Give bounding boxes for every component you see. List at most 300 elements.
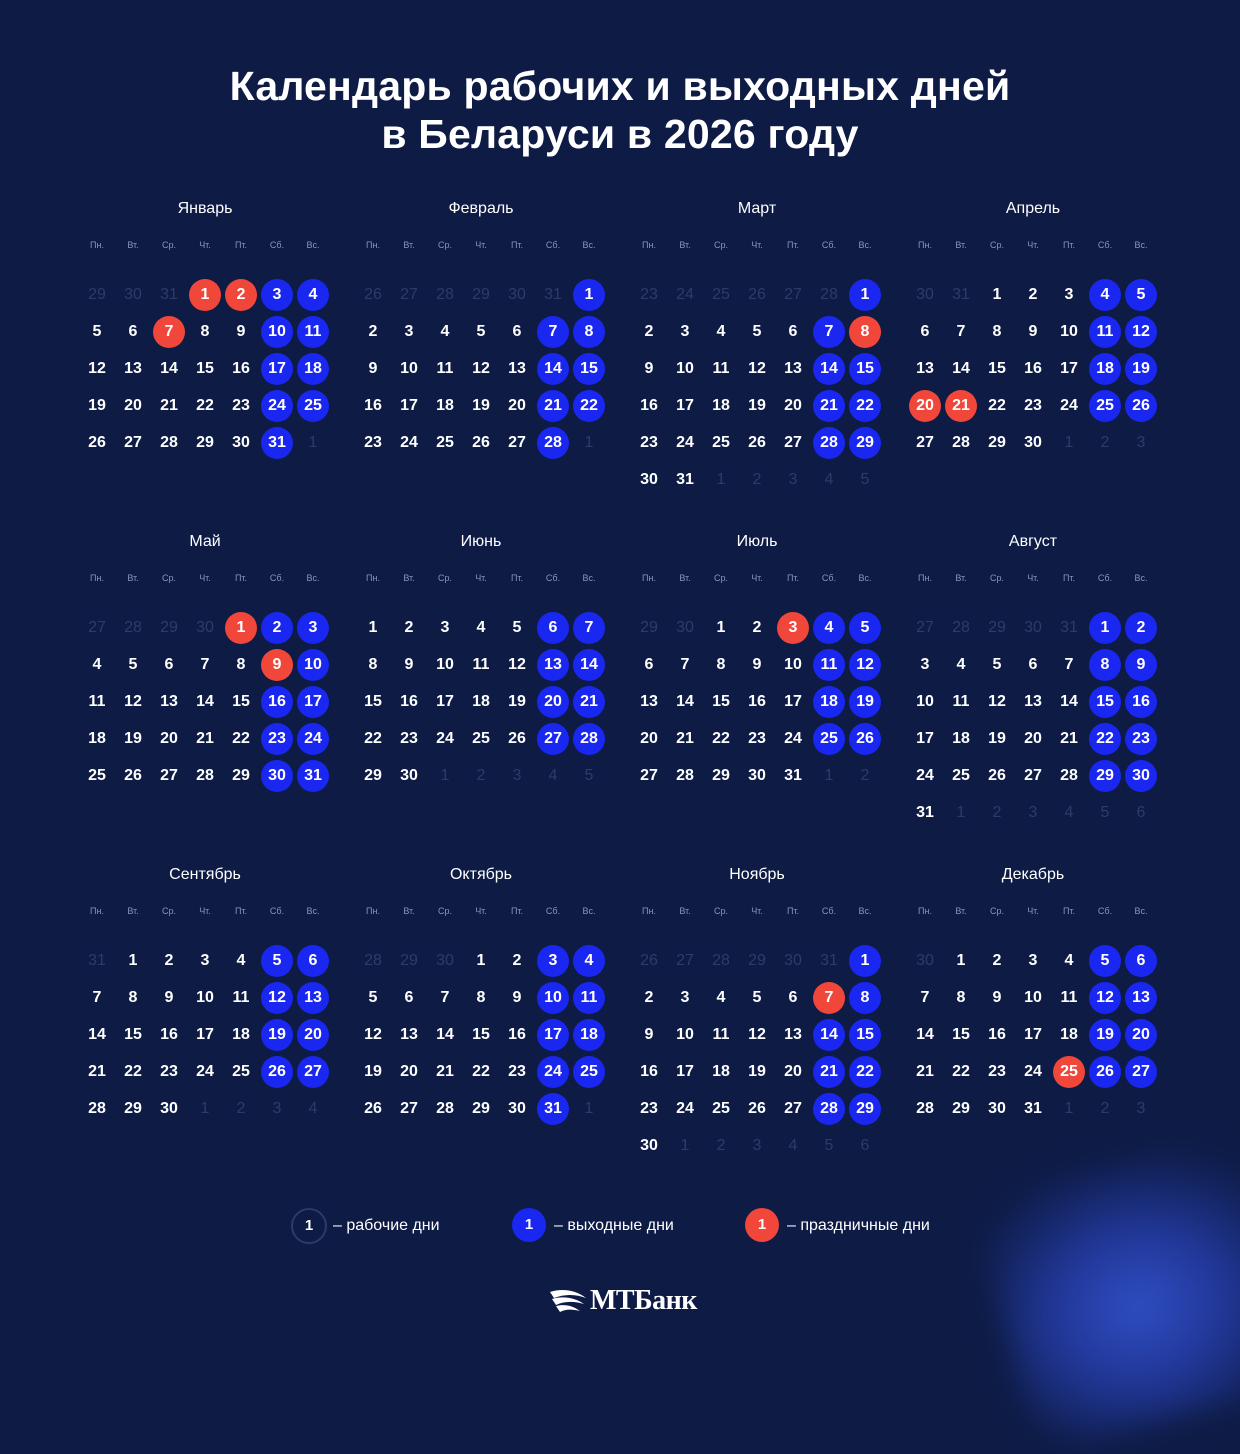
day-cell: 14 <box>916 1026 934 1043</box>
day-cell: 19 <box>88 397 106 414</box>
day-cell: 28 <box>160 434 178 451</box>
weekday-header: Пт. <box>234 906 248 916</box>
day-cell: 16 <box>640 397 658 414</box>
day-cell-adjacent-month: 29 <box>640 619 658 636</box>
day-cell: 10 <box>676 360 694 377</box>
day-cell: 12 <box>472 360 490 377</box>
weekday-header: Пн. <box>918 906 932 916</box>
day-cell: 13 <box>508 360 526 377</box>
day-cell: 24 <box>676 434 694 451</box>
day-cell: 23 <box>1125 723 1157 755</box>
day-cell: 5 <box>992 656 1002 673</box>
day-cell: 18 <box>297 353 329 385</box>
day-cell: 3 <box>920 656 930 673</box>
weekday-header: Пт. <box>510 240 524 250</box>
day-cell: 14 <box>952 360 970 377</box>
day-cell: 28 <box>813 1093 845 1125</box>
day-cell: 13 <box>124 360 142 377</box>
day-cell: 4 <box>716 323 726 340</box>
day-cell-adjacent-month: 30 <box>196 619 214 636</box>
weekday-header: Ср. <box>161 906 176 916</box>
day-cell: 11 <box>813 649 845 681</box>
mtbank-logo-text: МТБанк <box>590 1285 697 1316</box>
day-cell: 11 <box>952 693 970 710</box>
day-cell: 10 <box>400 360 418 377</box>
weekday-header: Пт. <box>510 573 524 583</box>
day-cell: 1 <box>1089 612 1121 644</box>
day-cell: 26 <box>748 434 766 451</box>
day-cell: 9 <box>261 649 293 681</box>
day-cell: 19 <box>261 1019 293 1051</box>
day-cell-adjacent-month: 3 <box>512 767 522 784</box>
day-cell-adjacent-month: 1 <box>584 1100 594 1117</box>
day-cell: 3 <box>680 323 690 340</box>
weekday-header: Сб. <box>1097 573 1113 583</box>
day-cell: 24 <box>297 723 329 755</box>
day-cell: 26 <box>364 1100 382 1117</box>
day-cell: 7 <box>440 989 450 1006</box>
day-cell: 9 <box>1028 323 1038 340</box>
weekday-header: Чт. <box>475 573 487 583</box>
month-name: Октябрь <box>449 866 512 883</box>
day-cell: 17 <box>676 1063 694 1080</box>
day-cell: 16 <box>364 397 382 414</box>
weekday-header: Пт. <box>786 906 800 916</box>
day-cell: 25 <box>297 390 329 422</box>
day-cell: 20 <box>508 397 526 414</box>
day-cell-adjacent-month: 27 <box>676 952 694 969</box>
day-cell: 11 <box>573 982 605 1014</box>
day-cell: 10 <box>537 982 569 1014</box>
day-cell: 26 <box>1125 390 1157 422</box>
day-cell: 21 <box>573 686 605 718</box>
day-cell: 13 <box>916 360 934 377</box>
day-cell-adjacent-month: 28 <box>952 619 970 636</box>
day-cell: 27 <box>537 723 569 755</box>
page-title-line-1: Календарь рабочих и выходных дней <box>229 63 1011 109</box>
day-cell: 12 <box>88 360 106 377</box>
weekday-header: Ср. <box>989 240 1004 250</box>
day-cell: 19 <box>988 730 1006 747</box>
day-cell: 11 <box>1089 316 1121 348</box>
day-cell: 6 <box>128 323 138 340</box>
day-cell-adjacent-month: 4 <box>1064 804 1074 821</box>
day-cell: 17 <box>196 1026 214 1043</box>
day-cell: 29 <box>472 1100 490 1117</box>
day-cell: 7 <box>92 989 102 1006</box>
day-cell-adjacent-month: 31 <box>952 286 970 303</box>
day-cell: 8 <box>200 323 210 340</box>
day-cell: 10 <box>261 316 293 348</box>
day-cell: 25 <box>1053 1056 1085 1088</box>
weekday-header: Ср. <box>713 906 728 916</box>
day-cell: 7 <box>573 612 605 644</box>
day-cell: 13 <box>784 360 802 377</box>
day-cell: 8 <box>573 316 605 348</box>
day-cell: 29 <box>364 767 382 784</box>
day-cell: 4 <box>236 952 246 969</box>
day-cell: 21 <box>196 730 214 747</box>
day-cell: 30 <box>232 434 250 451</box>
weekday-header: Вс. <box>582 906 596 916</box>
day-cell: 22 <box>849 390 881 422</box>
day-cell: 3 <box>1064 286 1074 303</box>
day-cell: 9 <box>404 656 414 673</box>
day-cell: 26 <box>1089 1056 1121 1088</box>
weekday-header: Пн. <box>642 906 656 916</box>
day-cell: 30 <box>640 471 658 488</box>
day-cell: 23 <box>508 1063 526 1080</box>
day-cell: 28 <box>537 427 569 459</box>
weekday-header: Чт. <box>475 240 487 250</box>
day-cell-adjacent-month: 23 <box>640 286 658 303</box>
day-cell: 21 <box>160 397 178 414</box>
day-cell: 18 <box>88 730 106 747</box>
day-cell: 25 <box>436 434 454 451</box>
day-cell: 30 <box>1125 760 1157 792</box>
month-name: Январь <box>177 200 233 217</box>
weekday-header: Пт. <box>786 573 800 583</box>
day-cell: 18 <box>813 686 845 718</box>
day-cell: 19 <box>472 397 490 414</box>
day-cell: 14 <box>813 1019 845 1051</box>
weekday-header: Сб. <box>269 240 285 250</box>
day-cell: 27 <box>1125 1056 1157 1088</box>
day-cell: 16 <box>160 1026 178 1043</box>
day-cell-adjacent-month: 28 <box>712 952 730 969</box>
day-cell: 27 <box>916 434 934 451</box>
weekday-header: Вс. <box>1134 906 1148 916</box>
weekday-header: Ср. <box>437 906 452 916</box>
day-cell: 6 <box>512 323 522 340</box>
day-cell: 13 <box>537 649 569 681</box>
day-cell: 7 <box>200 656 210 673</box>
day-cell: 26 <box>988 767 1006 784</box>
weekday-header: Ср. <box>989 573 1004 583</box>
weekday-header: Сб. <box>821 906 837 916</box>
weekday-header: Пн. <box>366 906 380 916</box>
day-cell: 20 <box>909 390 941 422</box>
day-cell: 24 <box>436 730 454 747</box>
day-cell: 1 <box>225 612 257 644</box>
day-cell: 12 <box>364 1026 382 1043</box>
day-cell: 25 <box>1089 390 1121 422</box>
weekday-header: Вс. <box>858 573 872 583</box>
day-cell: 18 <box>232 1026 250 1043</box>
day-cell: 24 <box>1024 1063 1042 1080</box>
day-cell: 1 <box>573 279 605 311</box>
weekday-header: Ср. <box>161 573 176 583</box>
day-cell-adjacent-month: 30 <box>124 286 142 303</box>
day-cell: 12 <box>1125 316 1157 348</box>
day-cell: 7 <box>153 316 185 348</box>
day-cell: 20 <box>784 397 802 414</box>
day-cell: 23 <box>640 434 658 451</box>
day-cell: 25 <box>813 723 845 755</box>
day-cell-adjacent-month: 1 <box>1064 434 1074 451</box>
day-cell: 28 <box>573 723 605 755</box>
day-cell: 10 <box>916 693 934 710</box>
weekday-header: Чт. <box>1027 906 1039 916</box>
day-cell: 16 <box>400 693 418 710</box>
month-name: Июль <box>736 533 778 550</box>
weekday-header: Пн. <box>642 240 656 250</box>
day-cell: 3 <box>777 612 809 644</box>
day-cell: 1 <box>956 952 966 969</box>
day-cell-adjacent-month: 27 <box>88 619 106 636</box>
day-cell-adjacent-month: 1 <box>308 434 318 451</box>
day-cell-adjacent-month: 28 <box>124 619 142 636</box>
day-cell: 7 <box>537 316 569 348</box>
day-cell: 26 <box>748 1100 766 1117</box>
day-cell-adjacent-month: 2 <box>860 767 870 784</box>
day-cell: 22 <box>712 730 730 747</box>
day-cell: 11 <box>712 360 730 377</box>
day-cell: 15 <box>196 360 214 377</box>
day-cell: 18 <box>573 1019 605 1051</box>
day-cell: 17 <box>1024 1026 1042 1043</box>
day-cell: 24 <box>537 1056 569 1088</box>
day-cell: 5 <box>476 323 486 340</box>
day-cell: 29 <box>952 1100 970 1117</box>
day-cell: 2 <box>1028 286 1038 303</box>
day-cell: 18 <box>472 693 490 710</box>
day-cell-adjacent-month: 30 <box>676 619 694 636</box>
day-cell: 15 <box>849 353 881 385</box>
weekday-header: Пн. <box>366 240 380 250</box>
day-cell: 2 <box>261 612 293 644</box>
day-cell: 6 <box>644 656 654 673</box>
day-cell: 27 <box>124 434 142 451</box>
day-cell: 1 <box>128 952 138 969</box>
day-cell: 12 <box>849 649 881 681</box>
day-cell: 17 <box>784 693 802 710</box>
day-cell: 31 <box>297 760 329 792</box>
weekday-header: Вс. <box>582 240 596 250</box>
day-cell-adjacent-month: 30 <box>784 952 802 969</box>
day-cell: 8 <box>849 316 881 348</box>
day-cell-adjacent-month: 26 <box>640 952 658 969</box>
day-cell: 10 <box>1060 323 1078 340</box>
day-cell: 22 <box>196 397 214 414</box>
day-cell: 17 <box>537 1019 569 1051</box>
day-cell: 29 <box>232 767 250 784</box>
day-cell: 26 <box>124 767 142 784</box>
weekday-header: Вс. <box>1134 240 1148 250</box>
day-cell: 17 <box>676 397 694 414</box>
day-cell: 25 <box>712 1100 730 1117</box>
day-cell: 17 <box>436 693 454 710</box>
day-cell: 26 <box>472 434 490 451</box>
day-cell: 16 <box>988 1026 1006 1043</box>
day-cell-adjacent-month: 1 <box>1064 1100 1074 1117</box>
day-cell-adjacent-month: 28 <box>364 952 382 969</box>
weekday-header: Сб. <box>1097 240 1113 250</box>
day-cell: 14 <box>537 353 569 385</box>
day-cell: 3 <box>1028 952 1038 969</box>
day-cell: 31 <box>1024 1100 1042 1117</box>
month-name: Март <box>737 200 777 217</box>
day-cell: 2 <box>1125 612 1157 644</box>
weekday-header: Вт. <box>955 573 967 583</box>
day-cell-adjacent-month: 27 <box>400 286 418 303</box>
day-cell: 23 <box>232 397 250 414</box>
day-cell: 3 <box>404 323 414 340</box>
weekday-header: Пн. <box>90 573 104 583</box>
weekday-header: Чт. <box>475 906 487 916</box>
day-cell-adjacent-month: 31 <box>1060 619 1078 636</box>
day-cell: 5 <box>368 989 378 1006</box>
day-cell-adjacent-month: 5 <box>584 767 594 784</box>
day-cell: 26 <box>88 434 106 451</box>
day-cell: 31 <box>261 427 293 459</box>
day-cell-adjacent-month: 4 <box>308 1100 318 1117</box>
day-cell: 15 <box>1089 686 1121 718</box>
day-cell: 13 <box>160 693 178 710</box>
day-cell: 10 <box>676 1026 694 1043</box>
day-cell: 12 <box>261 982 293 1014</box>
day-cell: 1 <box>716 619 726 636</box>
day-cell: 5 <box>92 323 102 340</box>
day-cell: 20 <box>640 730 658 747</box>
day-cell: 10 <box>1024 989 1042 1006</box>
day-cell-adjacent-month: 31 <box>544 286 562 303</box>
day-cell: 14 <box>160 360 178 377</box>
day-cell-adjacent-month: 30 <box>1024 619 1042 636</box>
day-cell-adjacent-month: 29 <box>160 619 178 636</box>
day-cell: 27 <box>297 1056 329 1088</box>
day-cell-adjacent-month: 4 <box>824 471 834 488</box>
weekday-header: Пн. <box>918 573 932 583</box>
weekday-header: Вт. <box>955 240 967 250</box>
day-cell: 8 <box>716 656 726 673</box>
day-cell: 28 <box>436 1100 454 1117</box>
day-cell: 8 <box>236 656 246 673</box>
day-cell: 19 <box>1125 353 1157 385</box>
day-cell: 21 <box>436 1063 454 1080</box>
day-cell: 17 <box>261 353 293 385</box>
day-cell: 23 <box>988 1063 1006 1080</box>
day-cell: 7 <box>920 989 930 1006</box>
day-cell: 5 <box>1125 279 1157 311</box>
day-cell-adjacent-month: 31 <box>820 952 838 969</box>
day-cell: 18 <box>712 397 730 414</box>
day-cell-adjacent-month: 31 <box>88 952 106 969</box>
day-cell: 31 <box>537 1093 569 1125</box>
day-cell: 8 <box>368 656 378 673</box>
day-cell-adjacent-month: 1 <box>440 767 450 784</box>
day-cell-adjacent-month: 3 <box>788 471 798 488</box>
day-cell: 30 <box>400 767 418 784</box>
day-cell: 6 <box>1125 945 1157 977</box>
day-cell-adjacent-month: 1 <box>824 767 834 784</box>
day-cell: 24 <box>400 434 418 451</box>
weekday-header: Чт. <box>199 906 211 916</box>
day-cell: 14 <box>196 693 214 710</box>
day-cell-adjacent-month: 3 <box>1028 804 1038 821</box>
day-cell: 13 <box>297 982 329 1014</box>
day-cell: 10 <box>784 656 802 673</box>
day-cell: 22 <box>849 1056 881 1088</box>
day-cell: 22 <box>232 730 250 747</box>
weekday-header: Вс. <box>582 573 596 583</box>
weekday-header: Ср. <box>713 573 728 583</box>
day-cell-adjacent-month: 2 <box>716 1137 726 1154</box>
day-cell-adjacent-month: 30 <box>508 286 526 303</box>
day-cell: 29 <box>849 427 881 459</box>
day-cell: 18 <box>1060 1026 1078 1043</box>
day-cell: 2 <box>404 619 414 636</box>
day-cell: 18 <box>436 397 454 414</box>
day-cell: 21 <box>813 390 845 422</box>
legend-holiday-label: – праздничные дни <box>787 1217 930 1234</box>
day-cell: 12 <box>748 1026 766 1043</box>
day-cell: 12 <box>988 693 1006 710</box>
weekday-header: Вс. <box>306 906 320 916</box>
page-title-line-2: в Беларуси в 2026 году <box>381 111 859 157</box>
day-cell: 1 <box>849 279 881 311</box>
day-cell: 1 <box>476 952 486 969</box>
day-cell: 26 <box>849 723 881 755</box>
day-cell: 5 <box>128 656 138 673</box>
day-cell: 30 <box>261 760 293 792</box>
weekday-header: Сб. <box>545 573 561 583</box>
day-cell: 13 <box>1024 693 1042 710</box>
day-cell: 5 <box>752 323 762 340</box>
day-cell: 19 <box>748 397 766 414</box>
legend-work-label: – рабочие дни <box>333 1217 440 1234</box>
day-cell: 4 <box>1064 952 1074 969</box>
weekday-header: Сб. <box>269 906 285 916</box>
day-cell-adjacent-month: 2 <box>992 804 1002 821</box>
weekday-header: Пн. <box>918 240 932 250</box>
mtbank-wing-logo-icon <box>548 1284 588 1318</box>
weekday-header: Чт. <box>199 573 211 583</box>
weekday-header: Пт. <box>1062 240 1076 250</box>
day-cell: 19 <box>849 686 881 718</box>
weekday-header: Пт. <box>1062 906 1076 916</box>
day-cell: 4 <box>573 945 605 977</box>
day-cell-adjacent-month: 5 <box>860 471 870 488</box>
day-cell: 3 <box>680 989 690 1006</box>
weekday-header: Ср. <box>161 240 176 250</box>
day-cell: 14 <box>88 1026 106 1043</box>
month-name: Июнь <box>460 533 502 550</box>
day-cell: 2 <box>225 279 257 311</box>
day-cell: 4 <box>476 619 486 636</box>
day-cell: 5 <box>512 619 522 636</box>
day-cell: 11 <box>297 316 329 348</box>
day-cell: 14 <box>813 353 845 385</box>
day-cell: 14 <box>676 693 694 710</box>
weekday-header: Вс. <box>1134 573 1148 583</box>
day-cell: 24 <box>1060 397 1078 414</box>
day-cell: 29 <box>988 434 1006 451</box>
day-cell: 20 <box>537 686 569 718</box>
month-name: Ноябрь <box>729 866 785 883</box>
day-cell: 28 <box>1060 767 1078 784</box>
decorative-glow <box>971 1126 1240 1454</box>
day-cell: 28 <box>916 1100 934 1117</box>
day-cell: 1 <box>368 619 378 636</box>
day-cell: 31 <box>784 767 802 784</box>
day-cell: 16 <box>232 360 250 377</box>
day-cell: 29 <box>849 1093 881 1125</box>
page-title <box>0 62 1240 158</box>
weekday-header: Ср. <box>713 240 728 250</box>
day-cell-adjacent-month: 5 <box>1100 804 1110 821</box>
day-cell: 13 <box>400 1026 418 1043</box>
